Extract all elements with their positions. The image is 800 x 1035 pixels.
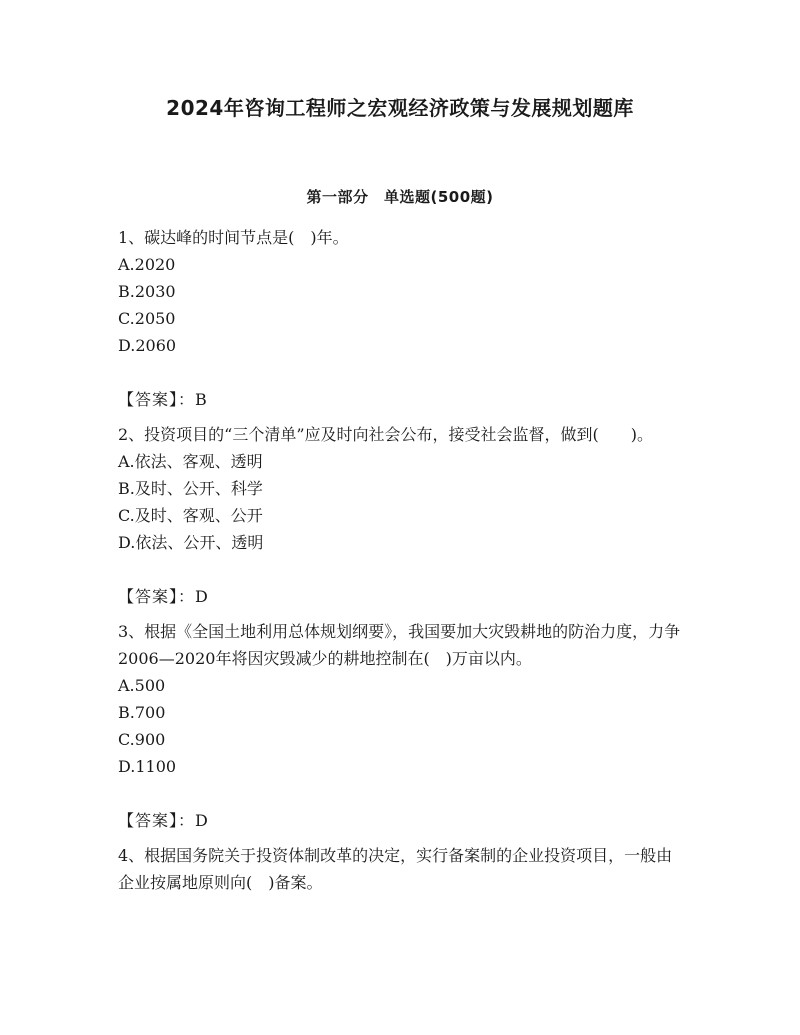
question-3 xyxy=(118,618,688,834)
document-title: 2024年咨询工程师之宏观经济政策与发展规划题库 xyxy=(166,96,634,120)
option-d: D.依法、公开、透明 xyxy=(118,533,264,552)
answer-value: B xyxy=(195,390,207,409)
question-text: 3、根据《全国土地利用总体规划纲要》，我国要加大灾毁耕地的防治力度，力争2006—2020年将因灾毁减少的耕地控制在( )万亩以内。 xyxy=(118,622,681,668)
option-a: A.500 xyxy=(118,676,166,695)
question-text: 4、根据国务院关于投资体制改革的决定，实行备案制的企业投资项目，一般由企业按属地原则向( )备案。 xyxy=(118,846,673,892)
option-d: D.1100 xyxy=(118,757,177,776)
option-b: B.700 xyxy=(118,703,166,722)
answer-label: 【答案】： xyxy=(118,587,196,606)
option-b: B.及时、公开、科学 xyxy=(118,479,263,498)
option-b: B.2030 xyxy=(118,282,176,301)
question-4 xyxy=(118,842,688,896)
option-d: D.2060 xyxy=(118,336,177,355)
question-1 xyxy=(118,224,688,413)
option-c: C.900 xyxy=(118,730,166,749)
question-list xyxy=(118,224,688,896)
answer-line xyxy=(118,386,688,413)
answer-value: D xyxy=(195,811,208,830)
answer-label: 【答案】： xyxy=(118,390,196,409)
option-a: A.依法、客观、透明 xyxy=(118,452,263,471)
answer-line xyxy=(118,583,688,610)
section-title: 第一部分 单选题(500题) xyxy=(306,188,494,206)
option-c: C.2050 xyxy=(118,309,176,328)
option-c: C.及时、客观、公开 xyxy=(118,506,263,525)
answer-line xyxy=(118,807,688,834)
question-2 xyxy=(118,421,688,610)
question-text: 2、投资项目的“三个清单”应及时向社会公布，接受社会监督，做到( )。 xyxy=(118,425,654,444)
option-a: A.2020 xyxy=(118,255,176,274)
answer-label: 【答案】： xyxy=(118,811,196,830)
answer-value: D xyxy=(195,587,208,606)
question-text: 1、碳达峰的时间节点是( )年。 xyxy=(118,228,349,247)
